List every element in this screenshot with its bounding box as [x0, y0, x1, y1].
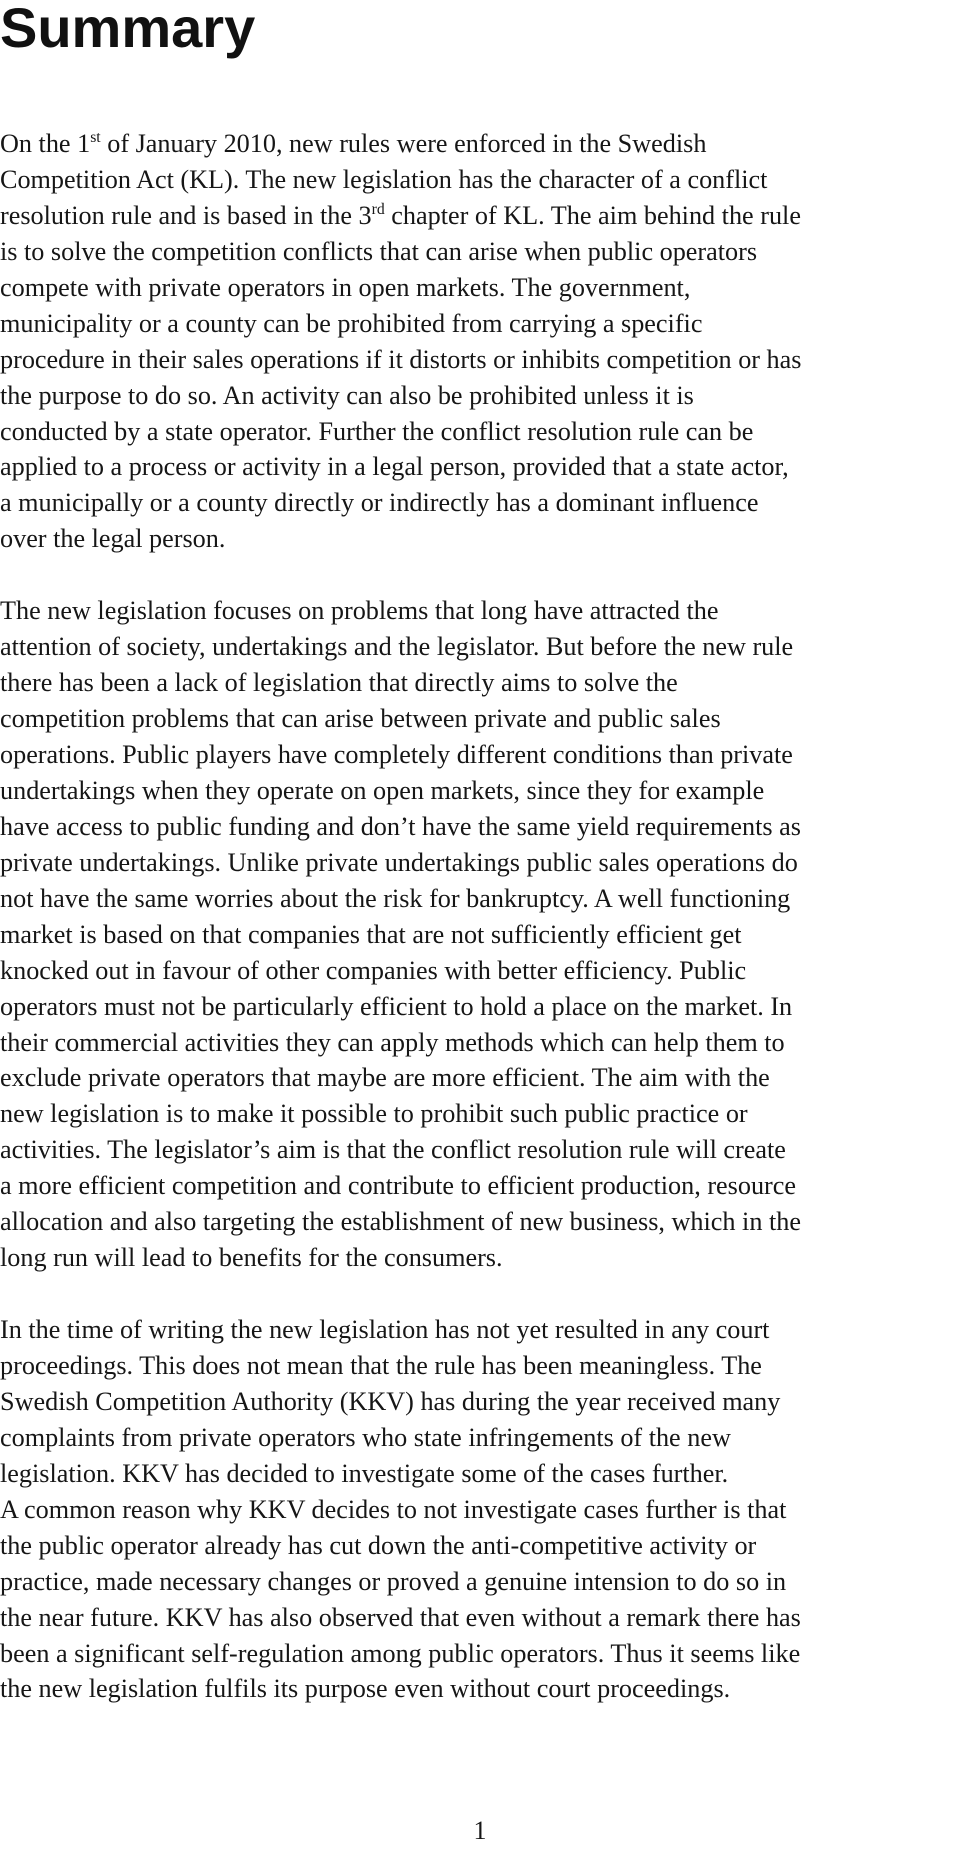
text-line: private undertakings. Unlike private undertakings public sales operations do [0, 847, 798, 877]
ordinal-suffix: rd [371, 200, 385, 218]
text-line: over the legal person. [0, 524, 226, 554]
text-line: Competition Act (KL). The new legislation has the character of a conflict [0, 164, 768, 194]
text-line: The new legislation focuses on problems that long have attracted the [0, 596, 719, 626]
text-line: the new legislation fulfils its purpose even without court proceedings. [0, 1674, 731, 1704]
text-line: legislation. KKV has decided to investigate some of the cases further. [0, 1458, 729, 1488]
text-line: proceedings. This does not mean that the rule has been meaningless. The [0, 1351, 762, 1380]
text-line: practice, made necessary changes or proved a genuine intension to do so in [0, 1566, 787, 1596]
text-line: have access to public funding and don’t have the same yield requirements as [0, 811, 801, 841]
paragraph-4 [0, 1492, 958, 1708]
text-line: Swedish Competition Authority (KKV) has during the year received many [0, 1386, 781, 1416]
text-line: procedure in their sales operations if it distorts or inhibits competition or has [0, 344, 802, 374]
body-text [0, 126, 958, 1743]
text-line: applied to a process or activity in a legal person, provided that a state actor, [0, 452, 789, 482]
text-line: In the time of writing the new legislation has not yet resulted in any court [0, 1315, 770, 1345]
text-line: resolution rule and is based in the 3rd chapter of KL. The aim behind the rule [0, 200, 801, 230]
text-line: market is based on that companies that are not sufficiently efficient get [0, 919, 742, 949]
text-line: On the 1st of January 2010, new rules were enforced in the Swedish [0, 128, 707, 158]
text-line: activities. The legislator’s aim is that the conflict resolution rule will create [0, 1135, 786, 1165]
text-line: the purpose to do so. An activity can also be prohibited unless it is [0, 380, 694, 410]
text-line: not have the same worries about the risk for bankruptcy. A well functioning [0, 883, 791, 913]
text-line: conducted by a state operator. Further the conflict resolution rule can be [0, 416, 754, 446]
text-line: a municipally or a county directly or indirectly has a dominant influence [0, 488, 759, 518]
text-line: municipality or a county can be prohibited from carrying a specific [0, 308, 703, 338]
text-line: a more efficient competition and contribute to efficient production, resource [0, 1171, 797, 1201]
text-line: attention of society, undertakings and the legislator. But before the new rule [0, 632, 794, 662]
text-line: operations. Public players have completely different conditions than private [0, 740, 793, 769]
text-line: been a significant self-regulation among public operators. Thus it seems like [0, 1638, 801, 1668]
text-line: the public operator already has cut down the anti-competitive activity or [0, 1530, 757, 1560]
text-line: competition problems that can arise between private and public sales [0, 704, 721, 734]
text-line: allocation and also targeting the establishment of new business, which in the [0, 1207, 801, 1237]
text-line: their commercial activities they can apply methods which can help them to [0, 1027, 785, 1057]
text-line: there has been a lack of legislation that directly aims to solve the [0, 668, 678, 698]
text-line: is to solve the competition conflicts that can arise when public operators [0, 236, 758, 266]
text-line: long run will lead to benefits for the consumers. [0, 1243, 503, 1273]
ordinal-suffix: st [90, 128, 101, 146]
text-line: compete with private operators in open markets. The government, [0, 272, 691, 302]
paragraph-1 [0, 126, 958, 557]
text-line: undertakings when they operate on open markets, since they for example [0, 775, 765, 805]
text-line: new legislation is to make it possible to prohibit such public practice or [0, 1099, 748, 1129]
paragraph-2 [0, 593, 958, 1276]
text-line: exclude private operators that maybe are more efficient. The aim with the [0, 1063, 770, 1093]
paragraph-3 [0, 1312, 958, 1492]
page-title: Summary [0, 0, 256, 59]
text-line: complaints from private operators who state infringements of the new [0, 1422, 731, 1452]
text-line: the near future. KKV has also observed that even without a remark there has [0, 1602, 801, 1632]
text-line: operators must not be particularly efficient to hold a place on the market. In [0, 991, 793, 1021]
text-line: knocked out in favour of other companies with better efficiency. Public [0, 955, 747, 985]
text-line: A common reason why KKV decides to not investigate cases further is that [0, 1494, 787, 1524]
page-number: 1 [473, 1816, 487, 1845]
